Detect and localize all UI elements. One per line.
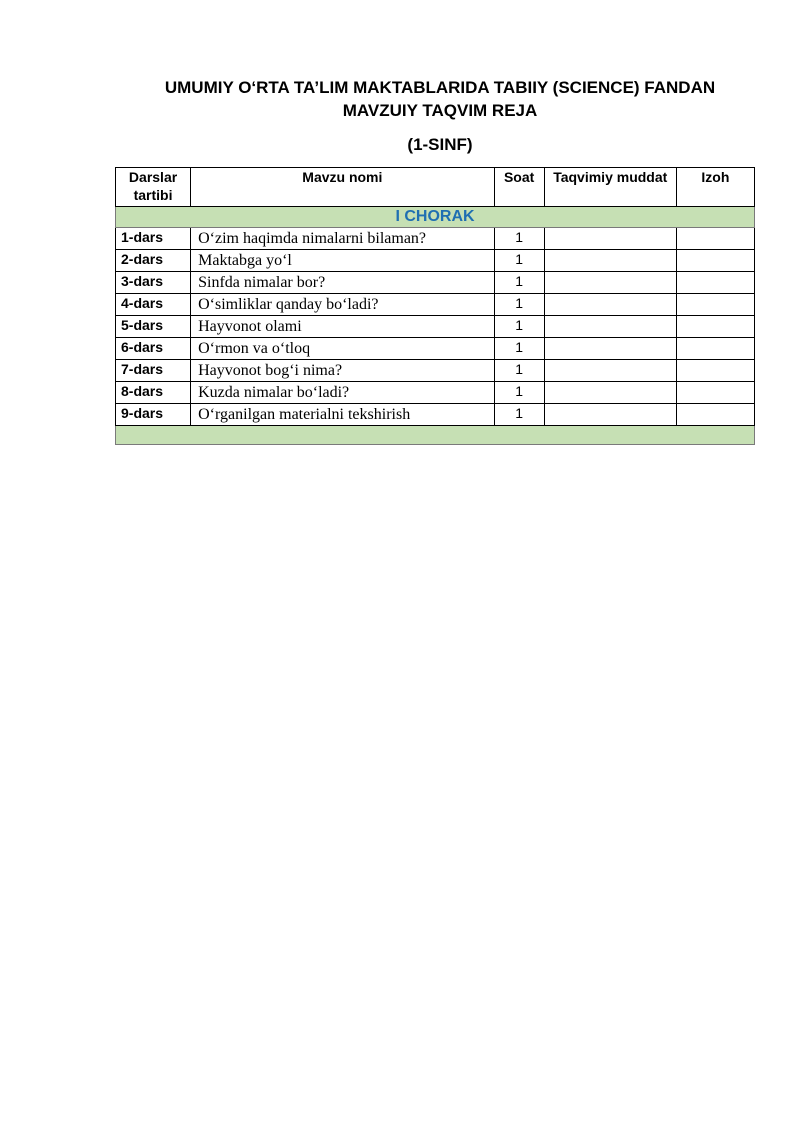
lesson-plan-table xyxy=(115,167,755,445)
lesson-schedule-cell xyxy=(544,404,676,426)
lesson-topic: O‘rmon va o‘tloq xyxy=(191,338,494,360)
lesson-number: 5-dars xyxy=(116,316,191,338)
lesson-schedule-cell xyxy=(544,294,676,316)
lesson-hours: 1 xyxy=(494,294,544,316)
lesson-note-cell xyxy=(676,316,754,338)
lesson-hours: 1 xyxy=(494,360,544,382)
quarter-row xyxy=(116,207,755,228)
lesson-number: 1-dars xyxy=(116,228,191,250)
lesson-topic: Kuzda nimalar bo‘ladi? xyxy=(191,382,494,404)
lesson-number: 4-dars xyxy=(116,294,191,316)
lesson-number: 2-dars xyxy=(116,250,191,272)
lesson-hours: 1 xyxy=(494,228,544,250)
lesson-topic: O‘rganilgan materialni tekshirish xyxy=(191,404,494,426)
lesson-number: 9-dars xyxy=(116,404,191,426)
lesson-schedule-cell xyxy=(544,228,676,250)
header-hours: Soat xyxy=(494,168,544,207)
table-footer-row xyxy=(116,426,755,445)
document-title-line-2: MAVZUIY TAQVIM REJA xyxy=(342,101,538,120)
lesson-schedule-cell xyxy=(544,360,676,382)
table-row xyxy=(116,294,755,316)
lesson-note-cell xyxy=(676,250,754,272)
lesson-hours: 1 xyxy=(494,382,544,404)
lesson-topic: Maktabga yo‘l xyxy=(191,250,494,272)
lesson-hours: 1 xyxy=(494,250,544,272)
lesson-schedule-cell xyxy=(544,272,676,294)
lesson-topic: Hayvonot olami xyxy=(191,316,494,338)
lesson-hours: 1 xyxy=(494,316,544,338)
lesson-topic: Sinfda nimalar bor? xyxy=(191,272,494,294)
table-row xyxy=(116,228,755,250)
table-row xyxy=(116,272,755,294)
lesson-note-cell xyxy=(676,360,754,382)
table-row xyxy=(116,382,755,404)
lesson-number: 6-dars xyxy=(116,338,191,360)
table-row xyxy=(116,250,755,272)
lesson-hours: 1 xyxy=(494,272,544,294)
quarter-label: I CHORAK xyxy=(116,207,755,228)
lesson-note-cell xyxy=(676,382,754,404)
lesson-topic: O‘zim haqimda nimalarni bilaman? xyxy=(191,228,494,250)
lesson-number: 8-dars xyxy=(116,382,191,404)
lesson-topic: O‘simliklar qanday bo‘ladi? xyxy=(191,294,494,316)
header-lesson-order: Darslar tartibi xyxy=(116,168,191,207)
table-row xyxy=(116,316,755,338)
grade-subtitle: (1-SINF) xyxy=(407,135,473,154)
lesson-note-cell xyxy=(676,272,754,294)
table-row xyxy=(116,360,755,382)
table-footer-band xyxy=(116,426,755,445)
lesson-number: 7-dars xyxy=(116,360,191,382)
lesson-topic: Hayvonot bog‘i nima? xyxy=(191,360,494,382)
lesson-note-cell xyxy=(676,404,754,426)
lesson-note-cell xyxy=(676,228,754,250)
table-row xyxy=(116,404,755,426)
lesson-schedule-cell xyxy=(544,338,676,360)
lesson-schedule-cell xyxy=(544,316,676,338)
lesson-note-cell xyxy=(676,338,754,360)
table-header-row xyxy=(116,168,755,207)
lesson-hours: 1 xyxy=(494,404,544,426)
lesson-schedule-cell xyxy=(544,250,676,272)
header-topic-name: Mavzu nomi xyxy=(191,168,494,207)
header-note: Izoh xyxy=(676,168,754,207)
lesson-number: 3-dars xyxy=(116,272,191,294)
header-schedule: Taqvimiy muddat xyxy=(544,168,676,207)
lesson-hours: 1 xyxy=(494,338,544,360)
document-title-line-1: UMUMIY O‘RTA TA’LIM MAKTABLARIDA TABIIY (SCIENCE) FANDAN xyxy=(164,78,716,97)
lesson-schedule-cell xyxy=(544,382,676,404)
lesson-note-cell xyxy=(676,294,754,316)
table-row xyxy=(116,338,755,360)
